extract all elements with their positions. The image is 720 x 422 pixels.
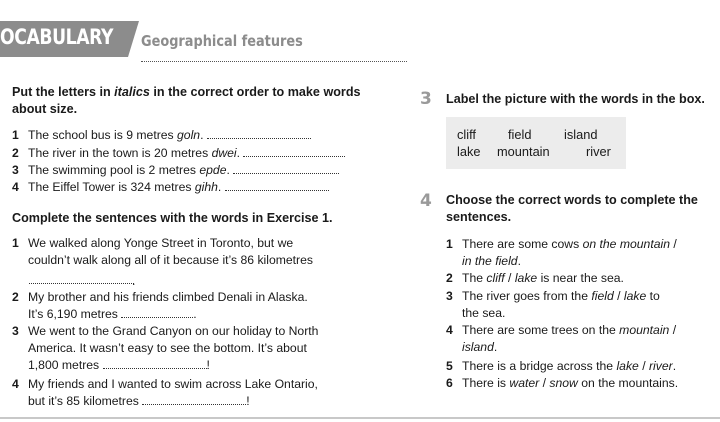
word-lake: lake	[457, 144, 481, 159]
option-a[interactable]: lake	[616, 359, 639, 373]
option-b[interactable]: snow	[549, 376, 578, 390]
exercise3-instruction: Label the picture with the words in the box.	[446, 92, 705, 106]
answer-blank[interactable]	[29, 283, 134, 284]
option-b[interactable]: lake	[514, 271, 538, 285]
word-box	[446, 117, 626, 169]
word-field: field	[508, 127, 532, 142]
exercise3-number: 3	[420, 89, 432, 109]
word-cliff: cliff	[457, 127, 476, 142]
answer-blank[interactable]	[243, 145, 345, 157]
word-river: river	[586, 144, 611, 159]
answer-blank[interactable]	[207, 127, 311, 139]
answer-blank[interactable]	[233, 162, 339, 174]
answer-blank[interactable]	[225, 179, 329, 191]
bottom-divider	[0, 417, 720, 419]
option-b[interactable]: river	[648, 359, 673, 373]
word-mountain: mountain	[497, 144, 550, 159]
section-banner	[0, 21, 128, 57]
option-a[interactable]: water	[509, 376, 540, 390]
exercise1-instruction: Put the letters in italics in the correct order to make words about size.	[12, 85, 361, 116]
option-a[interactable]: field	[591, 289, 614, 303]
option-a[interactable]: cliff	[486, 271, 505, 285]
answer-blank[interactable]	[121, 306, 193, 318]
exercise2-instruction: Complete the sentences with the words in Exercise 1.	[12, 211, 333, 225]
option-b[interactable]: lake	[623, 289, 647, 303]
option-a[interactable]: mountain	[619, 323, 670, 337]
title-divider	[141, 61, 407, 62]
option-b[interactable]: in the field	[462, 254, 518, 268]
answer-blank[interactable]	[103, 357, 207, 369]
option-a[interactable]: on the mountain	[582, 237, 670, 251]
exercise4-instruction: Choose the correct words to complete the sentences.	[446, 193, 698, 224]
section-label: OCABULARY	[0, 25, 114, 49]
word-island: island	[564, 127, 598, 142]
exercise4-number: 4	[420, 191, 432, 211]
option-b[interactable]: island	[462, 340, 494, 354]
answer-blank[interactable]	[142, 393, 246, 405]
section-subtitle: Geographical features	[141, 32, 303, 50]
